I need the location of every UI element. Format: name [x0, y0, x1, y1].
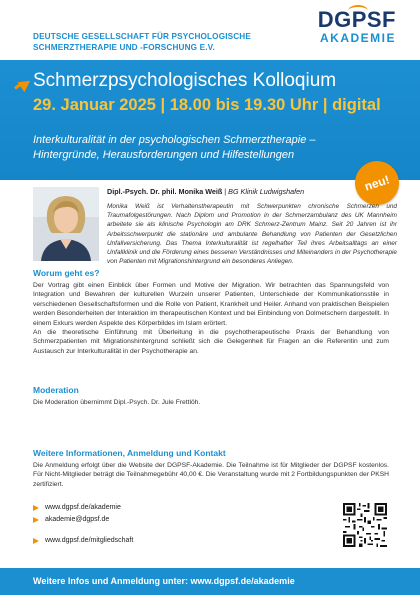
contact-email-link[interactable]: akademie@dgpsf.de — [45, 516, 110, 523]
title-banner — [0, 60, 420, 180]
speaker-affiliation: BG Klinik Ludwigshafen — [228, 187, 305, 196]
footer-bar — [0, 568, 420, 595]
speaker-name: Dipl.-Psych. Dr. phil. Monika Weiß — [107, 187, 223, 196]
membership-list — [33, 536, 233, 548]
worum-paragraph-1: Der Vortrag gibt einen Einblick über Formen und Motive der Migration. Wir betrachten das Spannungsfeld von Integration und Bewahren der kulturellen Wurzeln unserer Patienten, Unterschiede der Kommunikationsstile in verschiedenen Gesellschaftsformen und die Rolle von Patient, Krankheit und Heiler. Anhand von praktischen Beispielen werden Besonderheiten der Interaktion im therapeutischen Kontext und bei Einbindung von Dolmetschern dargestellt. In einem Exkurs werden Aspekte des Körperbildes im Islam erörtert. — [33, 282, 389, 327]
dgpsf-logo — [286, 6, 396, 52]
event-date: 29. Januar 2025 | 18.00 bis 19.30 Uhr | digital — [33, 96, 381, 114]
worum-body — [33, 281, 389, 356]
contact-item-website[interactable] — [33, 503, 233, 513]
info-heading: Weitere Informationen, Anmeldung und Kontakt — [33, 448, 226, 458]
moderation-heading: Moderation — [33, 385, 79, 395]
speaker-portrait-icon — [33, 187, 99, 261]
organization-name-line2: SCHMERZTHERAPIE UND -FORSCHUNG E.V. — [33, 43, 215, 52]
arrow-bullet-icon — [33, 505, 39, 511]
qr-code-icon — [343, 503, 387, 547]
speaker-separator: | — [222, 187, 229, 196]
speaker-block — [107, 187, 397, 266]
contact-website-link[interactable]: www.dgpsf.de/akademie — [45, 504, 121, 511]
speaker-photo — [33, 187, 99, 261]
arrow-bullet-icon — [33, 538, 39, 544]
contact-membership-link[interactable]: www.dgpsf.de/mitgliedschaft — [45, 537, 134, 544]
event-title: Schmerzpsychologisches Kolloqium — [33, 70, 337, 91]
new-badge: neu! — [349, 155, 404, 210]
worum-paragraph-2: An die theoretische Einführung mit Überleitung in die psychotherapeutische Praxis der Behandlung von Schmerzpatienten mit Migrationshintergrund schließt sich die Gelegenheit für Fragen an die Referentin und zum Austausch zur Interkulturalität in der Psychotherapie an. — [33, 329, 389, 355]
arrow-icon — [18, 76, 34, 92]
contact-list — [33, 503, 233, 527]
speaker-heading — [107, 187, 397, 197]
organization-name — [33, 31, 283, 53]
logo-wordmark: DGPSF — [317, 7, 396, 32]
event-topic-line1: Interkulturalität in der psychologischen Schmerztherapie – — [33, 134, 316, 146]
info-text: Die Anmeldung erfolgt über die Website der DGPSF-Akademie. Die Teilnahme ist für Mitglieder der DGPSF kostenlos. Für Nicht-Mitglieder beträgt die Teilnahmegebühr 40,00 €. Die Veranstaltung wurde mit 2 Fortbildungspunkten der PKSH zertifiziert. — [33, 462, 389, 488]
organization-name-line1: DEUTSCHE GESELLSCHAFT FÜR PSYCHOLOGISCHE — [33, 32, 251, 41]
footer-link-text[interactable]: Weitere Infos und Anmeldung unter: www.dgpsf.de/akademie — [33, 576, 295, 586]
worum-heading: Worum geht es? — [33, 268, 100, 278]
moderation-text: Die Moderation übernimmt Dipl.-Psych. Dr. Jule Frettlöh. — [33, 399, 201, 406]
header — [0, 0, 420, 60]
qr-code[interactable] — [343, 503, 387, 547]
arrow-bullet-icon — [33, 517, 39, 523]
logo-subline: AKADEMIE — [319, 31, 396, 45]
event-topic-line2: Hintergründe, Herausforderungen und Hilfestellungen — [33, 149, 295, 161]
speaker-bio: Monika Weiß ist Verhaltenstherapeutin mit Schwerpunkten chronische Schmerzen und Traumafolgestörungen. Nach Diplom und Promotion in der Schmerzambulanz des UK Mannheim arbeitete sie als klinische Psychologin am DRK Schmerz-Zentrum Mainz. Seit 20 Jahren ist ihr Arbeitsschwerpunkt die stationäre und ambulante Behandlung von Patienten der Gesetzlichen Unfallversicherung. Das Thema Interkulturalität ist regelhafter Teil ihres Arbeitsalltags an einer Unfallklinik und die Förderung eines besseren Verständnisses und Miteinanders in der Psychotherapie von Patienten mit Migrationshintergrund ein besonderes Anliegen. — [107, 203, 397, 266]
contact-item-email[interactable] — [33, 515, 233, 525]
contact-item-membership[interactable] — [33, 536, 233, 546]
event-topic — [33, 133, 363, 163]
